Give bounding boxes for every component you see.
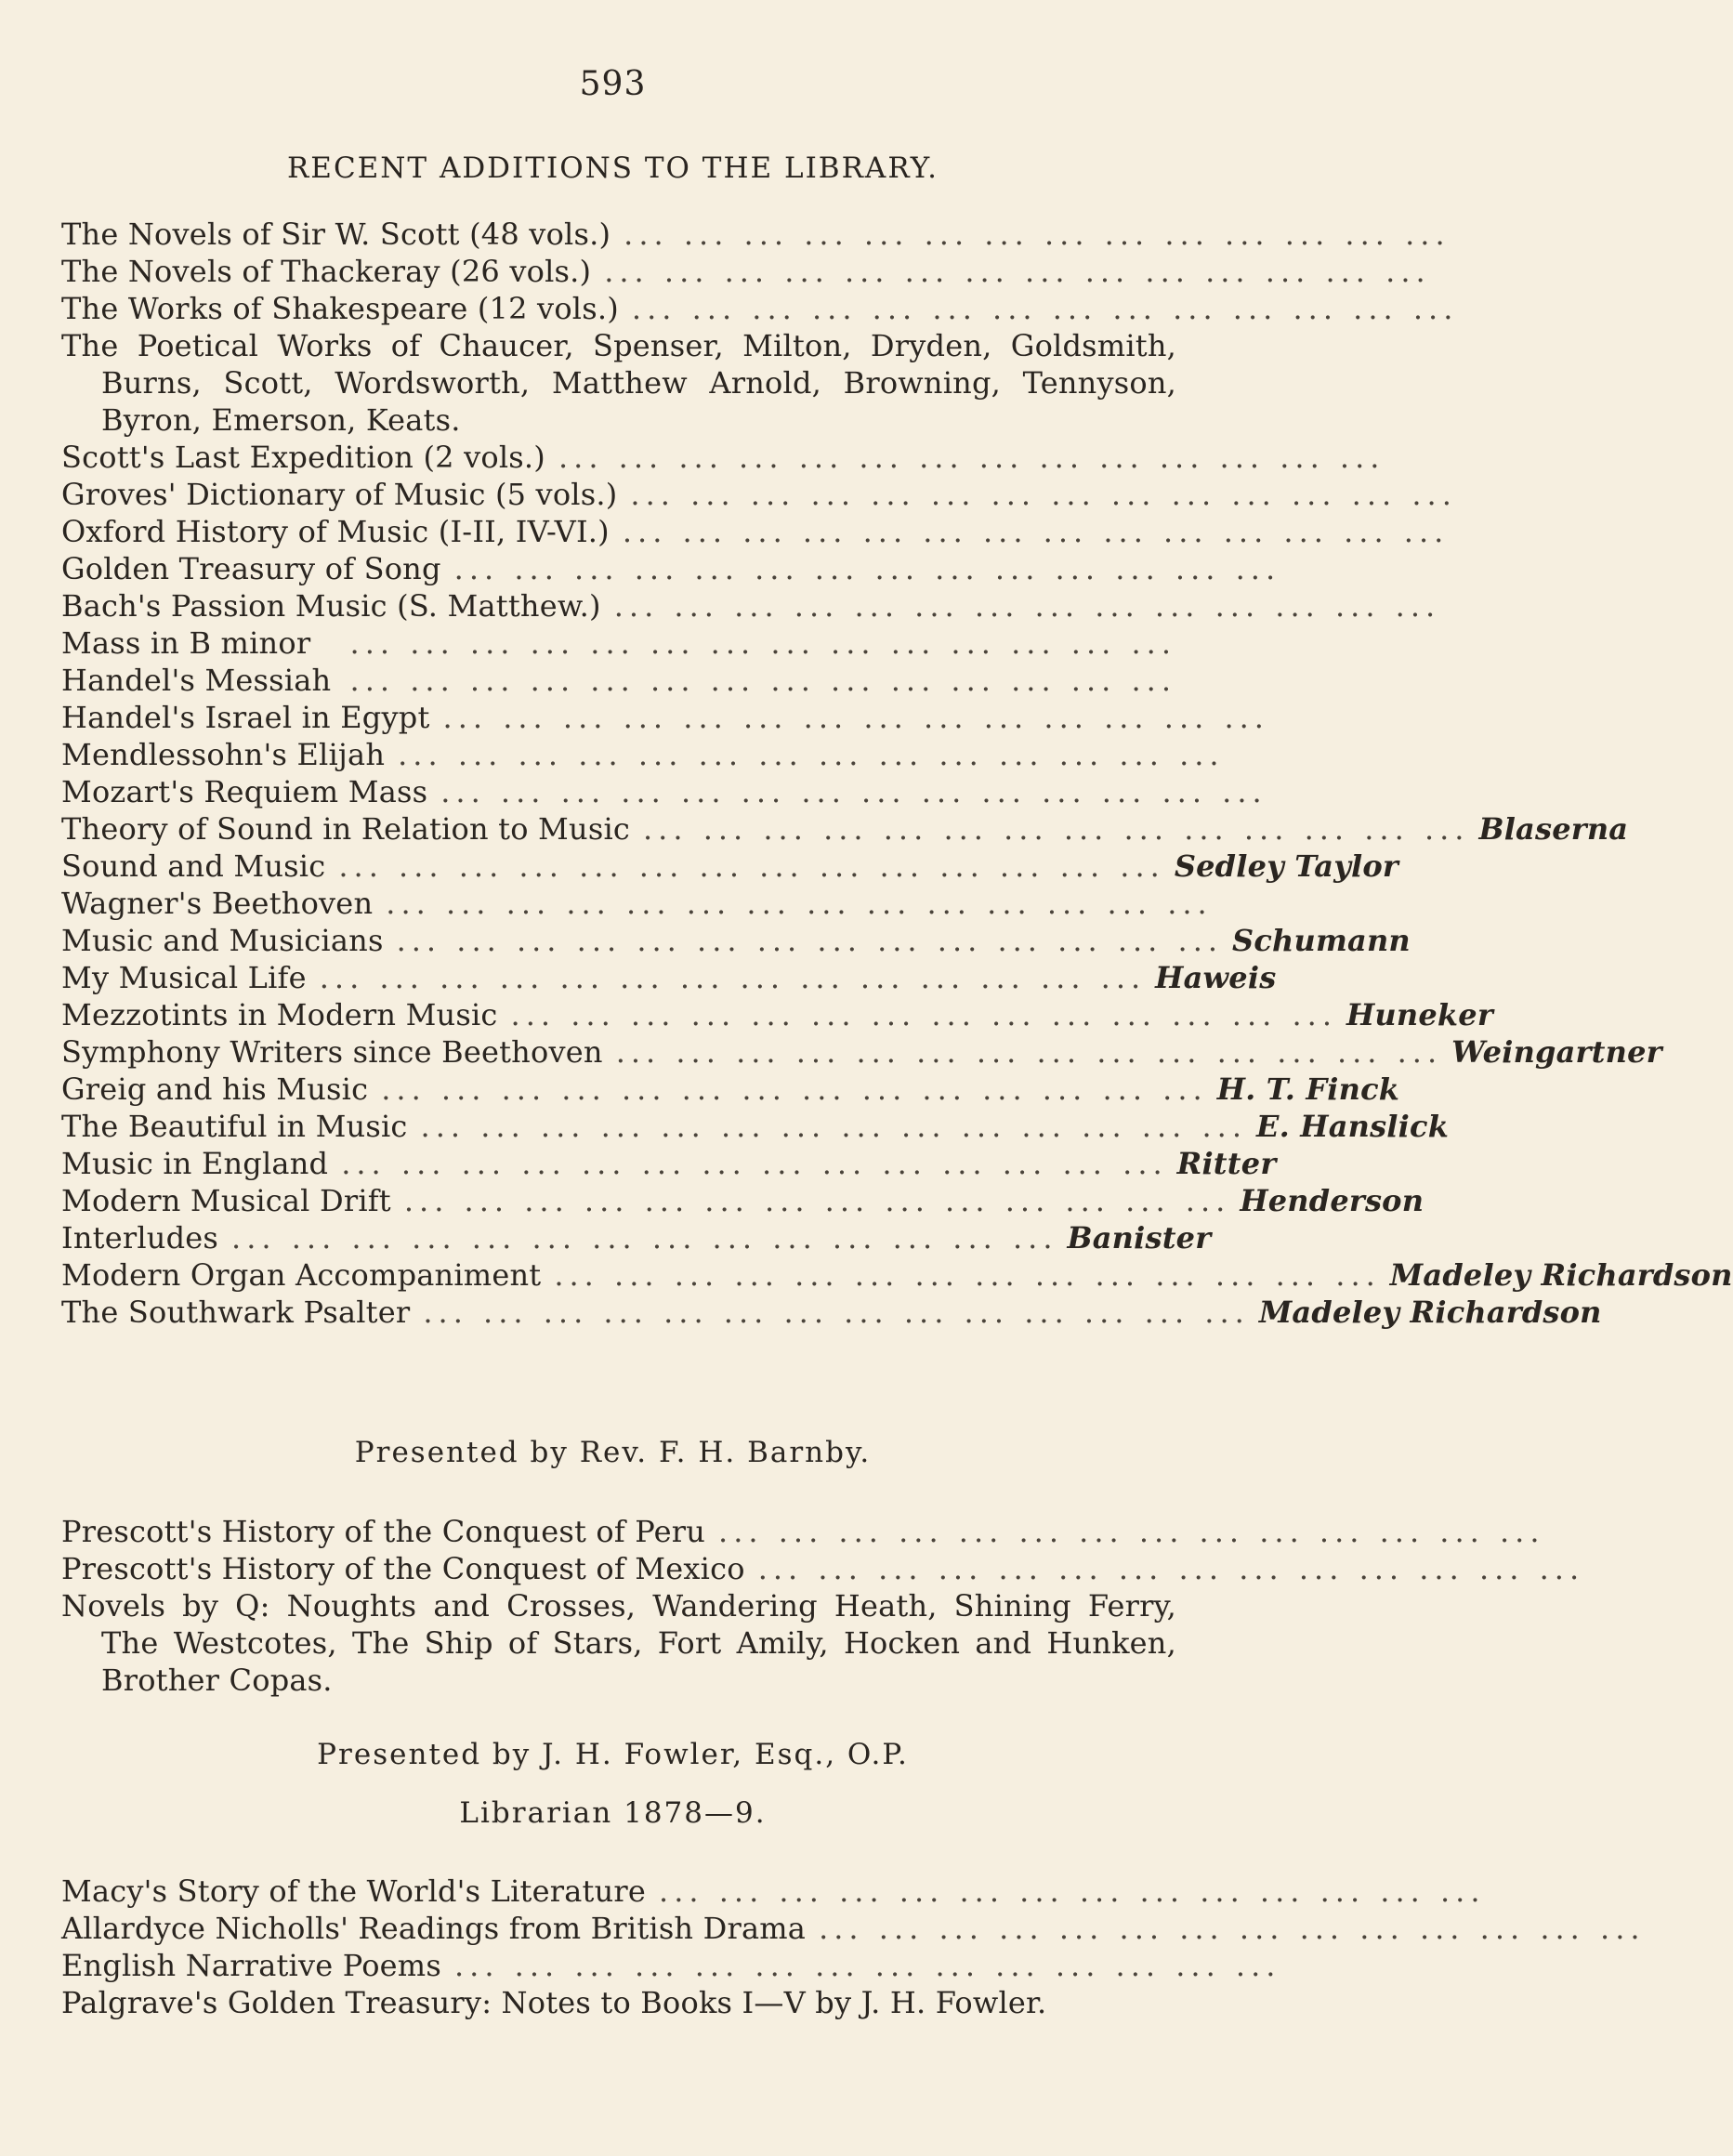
list-item [61, 662, 1176, 699]
dot-leader: ... ... ... ... ... ... ... ... ... ... ... ... ... ... [381, 1071, 1208, 1107]
list-item [61, 885, 1213, 922]
list-item [61, 550, 1281, 587]
list-item [61, 922, 1411, 959]
dot-leader: ... ... ... ... ... ... ... ... ... ... ... ... ... ... [398, 737, 1225, 772]
list-item [61, 1910, 1646, 1947]
dot-leader: ... ... ... ... ... ... ... ... ... ... ... ... ... ... [659, 1873, 1486, 1909]
list-item [61, 587, 1441, 624]
dot-leader: ... ... ... ... ... ... ... ... ... ... ... ... ... ... [338, 848, 1165, 884]
list-item [61, 290, 1459, 327]
book-title: Music in England [61, 1146, 329, 1181]
book-title: Greig and his Music [61, 1071, 369, 1107]
novels-by-q-entry: Novels by Q: Noughts and Crosses, Wandering Heath, Shining Ferry, The Westcotes, The Ship of Stars, Fort Amily, Hocken and Hunken, Brother Copas. [61, 1588, 1176, 1698]
dot-leader: ... ... ... ... ... ... ... ... ... ... ... ... ... ... [341, 1146, 1168, 1181]
book-title: The Works of Shakespeare (12 vols.) [61, 291, 619, 326]
book-author: Haweis [1155, 960, 1277, 995]
list-item [61, 476, 1457, 513]
dot-leader: ... ... ... ... ... ... ... ... ... ... ... ... ... ... [604, 254, 1431, 289]
book-list-main [61, 216, 1733, 1331]
book-title: Golden Treasury of Song [61, 551, 441, 586]
dot-leader: ... ... ... ... ... ... ... ... ... ... ... ... ... ... [403, 1183, 1231, 1218]
book-title: Macy's Story of the World's Literature [61, 1873, 647, 1909]
list-item [61, 699, 1269, 736]
dot-leader: ... ... ... ... ... ... ... ... ... ... ... ... ... ... [613, 588, 1441, 624]
list-item [61, 253, 1431, 290]
book-title: Mezzotints in Modern Music [61, 997, 498, 1032]
book-title: Groves' Dictionary of Music (5 vols.) [61, 477, 618, 512]
librarian-subheading: Librarian 1878—9. [459, 1796, 767, 1830]
section-title: RECENT ADDITIONS TO THE LIBRARY. [286, 151, 939, 185]
list-item [61, 736, 1225, 773]
book-title: Handel's Messiah [61, 663, 332, 698]
list-item [61, 1256, 1733, 1294]
dot-leader: ... ... ... ... ... ... ... ... ... ... ... ... ... ... [630, 477, 1457, 512]
dot-leader: ... ... ... ... ... ... ... ... ... ... ... ... ... ... [423, 1295, 1250, 1330]
book-title: My Musical Life [61, 960, 307, 995]
book-title: Oxford History of Music (I-II, IV-VI.) [61, 514, 610, 549]
book-title: Allardyce Nicholls' Readings from British Drama [61, 1911, 807, 1946]
dot-leader: ... ... ... ... ... ... ... ... ... ... ... ... ... ... [624, 217, 1451, 252]
list-item [61, 1513, 1545, 1550]
book-title: Mozart's Requiem Mass [61, 774, 428, 809]
book-title: Sound and Music [61, 848, 326, 884]
book-title: Prescott's History of the Conquest of Mexico [61, 1551, 745, 1586]
list-item [61, 1071, 1400, 1108]
book-author: H. T. Finck [1216, 1071, 1400, 1107]
list-item [61, 513, 1450, 550]
book-author: Ritter [1176, 1146, 1277, 1181]
book-title: English Narrative Poems [61, 1948, 441, 1983]
list-item [61, 810, 1629, 848]
dot-leader: ... ... ... ... ... ... ... ... ... ... ... ... ... ... [319, 960, 1147, 995]
book-author: Banister [1067, 1220, 1212, 1255]
book-author: Madeley Richardson [1258, 1295, 1602, 1330]
book-title: Mendlessohn's Elijah [61, 737, 386, 772]
dot-leader: ... ... ... ... ... ... ... ... ... ... ... ... ... ... [643, 811, 1470, 847]
dot-leader: ... ... ... ... ... ... ... ... ... ... ... ... ... ... [453, 551, 1281, 586]
dot-leader: ... ... ... ... ... ... ... ... ... ... ... ... ... ... [718, 1514, 1545, 1549]
book-title: Symphony Writers since Beethoven [61, 1034, 603, 1070]
book-title: Modern Organ Accompaniment [61, 1257, 542, 1293]
list-item [61, 1873, 1486, 1910]
book-title: The Southwark Psalter [61, 1295, 411, 1330]
list-item [61, 1145, 1277, 1182]
list-item [61, 1947, 1281, 1984]
book-author: Weingartner [1451, 1034, 1662, 1070]
list-item [61, 216, 1451, 253]
book-title: Palgrave's Golden Treasury: Notes to Books I—V by J. H. Fowler. [61, 1985, 1047, 2020]
dot-leader: ... ... ... ... ... ... ... ... ... ... ... ... ... ... [631, 291, 1459, 326]
book-title: Mass in B minor [61, 625, 311, 661]
list-item [61, 1984, 1176, 2021]
dot-leader: ... ... ... ... ... ... ... ... ... ... ... ... ... ... [554, 1257, 1381, 1293]
book-author: Sedley Taylor [1174, 848, 1398, 884]
dot-leader: ... ... ... ... ... ... ... ... ... ... ... ... ... ... [558, 440, 1385, 475]
dot-leader: ... ... ... ... ... ... ... ... ... ... ... ... ... ... [231, 1220, 1058, 1255]
book-title: The Beautiful in Music [61, 1109, 408, 1144]
book-title: The Novels of Thackeray (26 vols.) [61, 254, 592, 289]
book-list-fowler [61, 1873, 1646, 2021]
book-author: Madeley Richardson [1389, 1257, 1733, 1293]
book-title: Modern Musical Drift [61, 1183, 391, 1218]
dot-leader: ... ... ... ... ... ... ... ... ... ... ... ... ... ... [396, 923, 1224, 958]
book-title: Theory of Sound in Relation to Music [61, 811, 630, 847]
list-item [61, 1182, 1424, 1219]
book-author: Blaserna [1478, 811, 1629, 847]
dot-leader: ... ... ... ... ... ... ... ... ... ... ... ... ... ... [386, 886, 1213, 921]
book-author: Henderson [1240, 1183, 1424, 1218]
list-item [61, 773, 1267, 810]
dot-leader: ... ... ... ... ... ... ... ... ... ... ... ... ... ... [757, 1551, 1585, 1586]
list-item [61, 1219, 1212, 1256]
list-item [61, 1033, 1662, 1071]
dot-leader: ... ... ... ... ... ... ... ... ... ... ... ... ... ... [420, 1109, 1247, 1144]
presented-by-heading: Presented by Rev. F. H. Barnby. [354, 1436, 872, 1469]
presented-by-heading: Presented by J. H. Fowler, Esq., O.P. [317, 1738, 909, 1771]
dot-leader: ... ... ... ... ... ... ... ... ... ... ... ... ... ... [622, 514, 1450, 549]
book-title: Prescott's History of the Conquest of Peru [61, 1514, 706, 1549]
list-item [61, 848, 1398, 885]
list-item [61, 1550, 1585, 1587]
book-author: Huneker [1346, 997, 1493, 1032]
list-item [61, 439, 1385, 476]
book-title: Bach's Passion Music (S. Matthew.) [61, 588, 601, 624]
dot-leader: ... ... ... ... ... ... ... ... ... ... ... ... ... ... [510, 997, 1337, 1032]
list-item [61, 996, 1493, 1033]
dot-leader: ... ... ... ... ... ... ... ... ... ... ... ... ... ... [349, 663, 1176, 698]
dot-leader: ... ... ... ... ... ... ... ... ... ... ... ... ... ... [440, 774, 1267, 809]
book-title: Wagner's Beethoven [61, 886, 374, 921]
list-item [61, 1108, 1450, 1145]
dot-leader: ... ... ... ... ... ... ... ... ... ... ... ... ... ... [453, 1948, 1281, 1983]
book-author: E. Hanslick [1255, 1109, 1450, 1144]
dot-leader: ... ... ... ... ... ... ... ... ... ... ... ... ... ... [349, 625, 1176, 661]
list-item [61, 624, 1176, 662]
dot-leader: ... ... ... ... ... ... ... ... ... ... ... ... ... ... [819, 1911, 1646, 1946]
list-item [61, 1294, 1602, 1331]
list-item [61, 959, 1277, 996]
book-title: Scott's Last Expedition (2 vols.) [61, 440, 545, 475]
book-list-barnby [61, 1513, 1585, 1699]
book-author: Schumann [1232, 923, 1411, 958]
poetical-works-entry: The Poetical Works of Chaucer, Spenser, Milton, Dryden, Goldsmith, Burns, Scott, Wordsworth, Matthew Arnold, Browning, Tennyson, Byron, Emerson, Keats. [61, 328, 1176, 438]
book-title: The Novels of Sir W. Scott (48 vols.) [61, 217, 611, 252]
page-number: 593 [579, 65, 647, 103]
book-title: Handel's Israel in Egypt [61, 700, 430, 735]
book-title: Music and Musicians [61, 923, 384, 958]
dot-leader: ... ... ... ... ... ... ... ... ... ... ... ... ... ... [442, 700, 1269, 735]
book-title: Interludes [61, 1220, 219, 1255]
dot-leader: ... ... ... ... ... ... ... ... ... ... ... ... ... ... [615, 1034, 1443, 1070]
